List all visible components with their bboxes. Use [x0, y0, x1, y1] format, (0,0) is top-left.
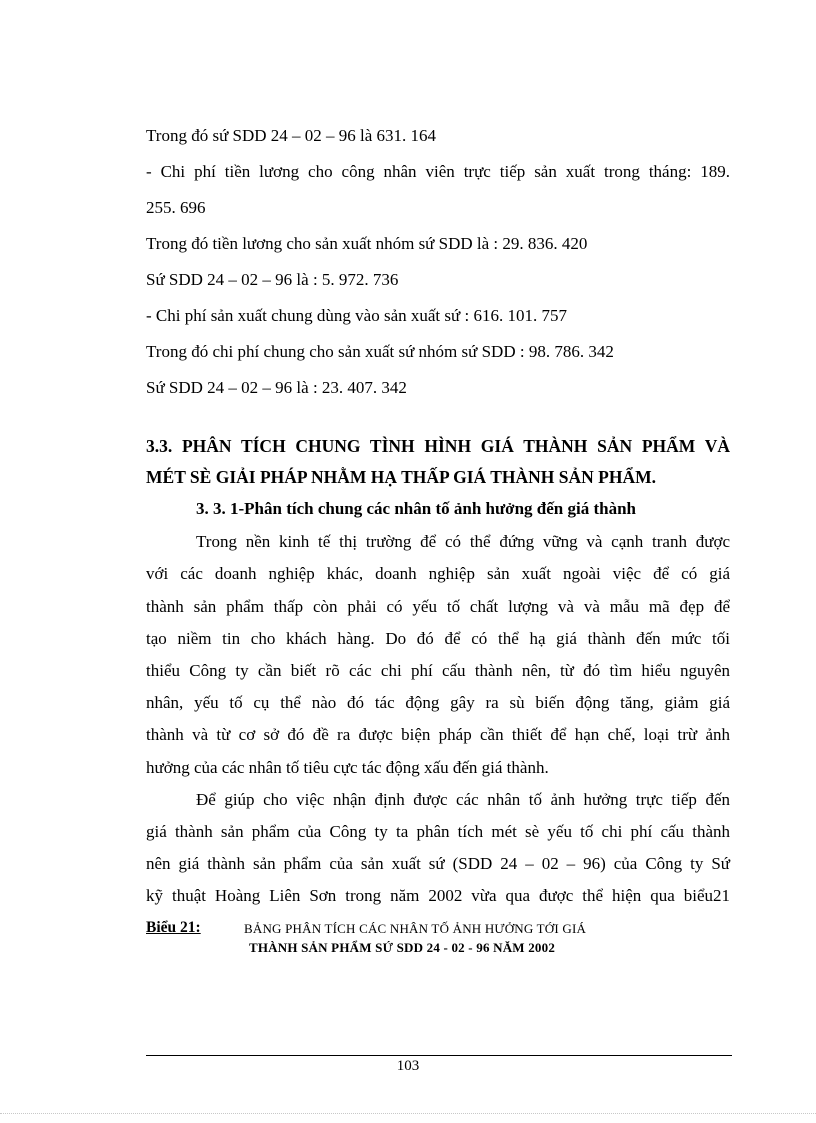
paragraph-line: kỹ thuật Hoàng Liên Sơn trong năm 2002 vừa qua được thể hiện qua biểu21: [146, 886, 730, 905]
paragraph-line: giá thành sản phẩm của Công ty ta phân tích mét sè yếu tố chi phí cấu thành: [146, 822, 730, 841]
paragraph-line: thành và từ cơ sở đó đề ra được biện pháp cần thiết để hạn chế, loại trừ ảnh: [146, 725, 730, 744]
text-line: Trong đó sứ SDD 24 – 02 – 96 là 631. 164: [146, 126, 437, 145]
text-line: Sứ SDD 24 – 02 – 96 là : 23. 407. 342: [146, 378, 407, 397]
table-caption-title-line-2: THÀNH SẢN PHẨM SỨ SDD 24 - 02 - 96 NĂM 2002: [249, 940, 556, 955]
page-number: 103: [396, 1058, 420, 1074]
paragraph-line: thiểu Công ty cần biết rõ các chi phí cấu thành nên, từ đó tìm hiểu nguyên: [146, 661, 730, 680]
footer-divider: [146, 1055, 732, 1056]
paragraph-line: Trong nền kinh tế thị trường để có thể đứng vững và cạnh tranh được: [196, 532, 730, 551]
table-caption-label: Biểu 21:: [146, 919, 201, 936]
paragraph-line: nên giá thành sản phẩm của sản xuất sứ (SDD 24 – 02 – 96) của Công ty Sứ: [146, 854, 730, 873]
paragraph-line: với các doanh nghiệp khác, doanh nghiệp sản xuất ngoài việc để có giá: [146, 564, 730, 583]
text-line: Trong đó chi phí chung cho sản xuất sứ nhóm sứ SDD : 98. 786. 342: [146, 342, 614, 361]
table-caption-title-line-1: BẢNG PHÂN TÍCH CÁC NHÂN TỐ ẢNH HƯỞNG TỚI GIÁ: [244, 921, 587, 936]
text-line: - Chi phí sản xuất chung dùng vào sản xuất sứ : 616. 101. 757: [146, 306, 567, 325]
page-edge: [0, 1113, 816, 1114]
paragraph-line: nhân, yếu tố cụ thể nào đó tác động gây ra sù biến động tăng, giảm giá: [146, 693, 730, 712]
paragraph-line: thành sản phẩm thấp còn phải có yếu tố chất lượng và và mẫu mã đẹp để: [146, 597, 730, 616]
text-line: 255. 696: [146, 198, 206, 217]
paragraph-line: tạo niềm tin cho khách hàng. Do đó để có thể hạ giá thành đến mức tối: [146, 629, 730, 648]
subsection-heading: 3. 3. 1-Phân tích chung các nhân tố ảnh hưởng đến giá thành: [196, 499, 636, 518]
section-heading-line-2: MÉT SÈ GIẢI PHÁP NHẰM HẠ THẤP GIÁ THÀNH SẢN PHẨM.: [146, 467, 656, 487]
paragraph-line: hưởng của các nhân tố tiêu cực tác động xấu đến giá thành.: [146, 758, 549, 777]
text-line: - Chi phí tiền lương cho công nhân viên trực tiếp sản xuất trong tháng: 189.: [146, 162, 730, 181]
paragraph-line: Để giúp cho việc nhận định được các nhân tố ảnh hưởng trực tiếp đến: [196, 790, 730, 809]
text-line: Sứ SDD 24 – 02 – 96 là : 5. 972. 736: [146, 270, 399, 289]
text-line: Trong đó tiền lương cho sản xuất nhóm sứ SDD là : 29. 836. 420: [146, 234, 588, 253]
section-heading-line-1: 3.3. PHÂN TÍCH CHUNG TÌNH HÌNH GIÁ THÀNH SẢN PHẨM VÀ: [146, 436, 730, 456]
